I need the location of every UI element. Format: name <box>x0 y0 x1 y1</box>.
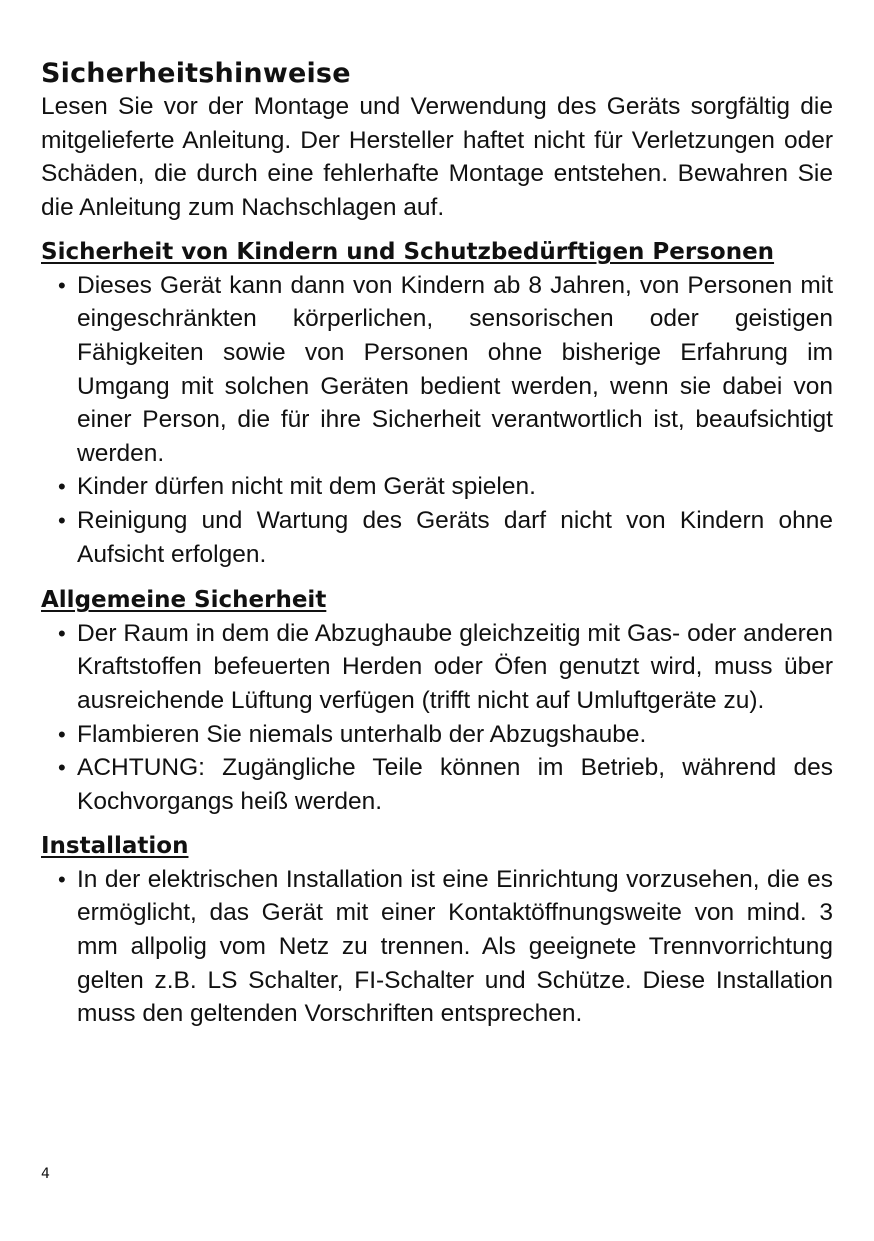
list-item-text: Flambieren Sie niemals unterhalb der Abzugshaube. <box>77 720 647 748</box>
section-heading-installation: Installation <box>41 833 189 860</box>
bullet-icon: • <box>58 272 66 298</box>
page-title: Sicherheitshinweise <box>41 58 351 89</box>
bullet-icon: • <box>58 755 66 781</box>
general-safety-list <box>41 617 833 819</box>
bullet-icon: • <box>58 721 66 747</box>
bullet-icon: • <box>58 866 66 892</box>
page-number: 4 <box>41 1166 50 1182</box>
list-item-text: In der elektrischen Installation ist eine Einrichtung vorzusehen, die es ermöglicht, das Gerät mit einer Kontaktöffnungsweite von mind. 3 mm allpolig vom Netz zu trennen. Als geeignete Trennvorrichtung gelten z.B. LS Schalter, FI-Schalter und Schütze. Diese Installation muss den geltenden Vorschriften entsprechen. <box>77 865 833 1028</box>
section-heading-child-safety: Sicherheit von Kindern und Schutzbedürftigen Personen <box>41 239 775 266</box>
document-page <box>41 58 833 1031</box>
list-item <box>41 718 833 752</box>
list-item <box>41 863 833 1031</box>
list-item <box>41 751 833 818</box>
list-item-text: Kinder dürfen nicht mit dem Gerät spielen. <box>77 473 536 501</box>
list-item <box>41 269 833 471</box>
list-item-text: Reinigung und Wartung des Geräts darf nicht von Kindern ohne Aufsicht erfolgen. <box>77 507 833 568</box>
section-heading-general-safety: Allgemeine Sicherheit <box>41 587 327 614</box>
intro-paragraph: Lesen Sie vor der Montage und Verwendung des Geräts sorgfältig die mitgelieferte Anleitung. Der Hersteller haftet nicht für Verletzungen oder Schäden, die durch eine fehlerhafte Montage entstehen. Bewahren Sie die Anleitung zum Nachschlagen auf. <box>41 93 833 221</box>
bullet-icon: • <box>58 474 66 500</box>
list-item <box>41 617 833 718</box>
bullet-icon: • <box>58 508 66 534</box>
child-safety-list <box>41 269 833 571</box>
list-item <box>41 470 833 504</box>
list-item <box>41 504 833 571</box>
bullet-icon: • <box>58 620 66 646</box>
list-item-text: ACHTUNG: Zugängliche Teile können im Betrieb, während des Kochvorgangs heiß werden. <box>77 754 833 815</box>
list-item-text: Der Raum in dem die Abzughaube gleichzeitig mit Gas- oder anderen Kraftstoffen befeuerten Herden oder Öfen genutzt wird, muss über ausreichende Lüftung verfügen (trifft nicht auf Umluftgeräte zu). <box>77 619 833 714</box>
list-item-text: Dieses Gerät kann dann von Kindern ab 8 Jahren, von Personen mit eingeschränkten körperlichen, sensorischen oder geistigen Fähigkeiten sowie von Personen ohne bisherige Erfahrung im Umgang mit solchen Geräten bedient werden, wenn sie dabei von einer Person, die für ihre Sicherheit verantwortlich ist, beaufsichtigt werden. <box>77 271 833 467</box>
installation-list <box>41 863 833 1031</box>
